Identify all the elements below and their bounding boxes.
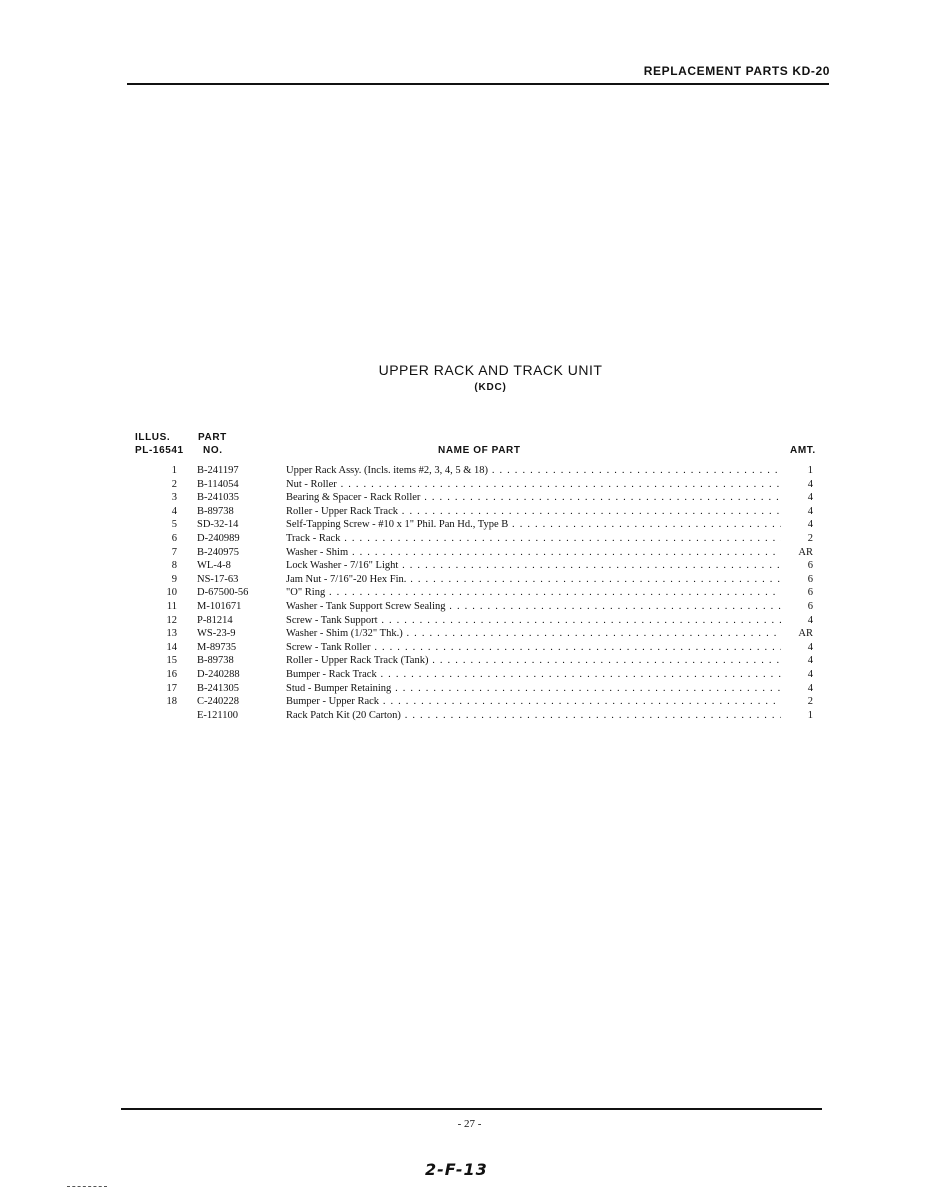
- column-header-part-line1: PART: [198, 432, 227, 443]
- parts-table: [133, 464, 813, 722]
- amount-cell: 1: [807, 465, 813, 476]
- amount-cell: 6: [807, 573, 813, 585]
- amount-cell: 4: [807, 655, 813, 667]
- amount-cell: 4: [807, 668, 813, 680]
- part-name-cell: Stud - Bumper Retaining . . .: [286, 682, 781, 696]
- amount-cell: 2: [807, 696, 813, 708]
- table-row: [133, 546, 813, 560]
- part-name-cell: Washer - Tank Support Screw Sealing . . .: [286, 600, 781, 614]
- table-row: [133, 505, 813, 519]
- part-number-cell: B-114054: [197, 478, 239, 490]
- part-name-cell: Roller - Upper Rack Track (Tank) . . .: [286, 654, 781, 668]
- part-name-cell: Washer - Shim (1/32" Thk.) . . .: [286, 627, 781, 641]
- part-number-cell: NS-17-63: [197, 573, 239, 585]
- illus-cell: 17: [166, 682, 177, 694]
- table-row: [133, 668, 813, 682]
- part-name-cell: Screw - Tank Roller . . .: [286, 641, 781, 655]
- part-number-cell: B-241305: [197, 682, 239, 694]
- part-number-cell: D-67500-56: [197, 587, 249, 599]
- corner-mark: [67, 1186, 107, 1188]
- part-number-cell: B-89738: [197, 505, 234, 517]
- column-header-illus-line1: ILLUS.: [135, 432, 171, 443]
- table-row: [133, 559, 813, 573]
- illus-cell: 11: [166, 600, 177, 612]
- illus-cell: 4: [171, 505, 177, 517]
- part-name-cell: Nut - Roller . . .: [286, 478, 781, 492]
- part-number-cell: M-89735: [197, 641, 237, 653]
- header-rule: [127, 83, 829, 85]
- illus-cell: 6: [171, 532, 177, 544]
- amount-cell: 4: [807, 478, 813, 490]
- page-number: - 27 -: [457, 1118, 482, 1130]
- table-row: [133, 682, 813, 696]
- part-name-cell: Washer - Shim . . .: [286, 546, 781, 560]
- table-row: [133, 464, 813, 478]
- table-row: [133, 614, 813, 628]
- table-row: [133, 654, 813, 668]
- column-header-illus-line2: PL-16541: [135, 445, 184, 456]
- illus-cell: 12: [166, 614, 177, 626]
- part-number-cell: SD-32-14: [197, 519, 239, 531]
- column-header-illus: [135, 431, 184, 457]
- part-number-cell: B-241035: [197, 492, 239, 504]
- section-title: UPPER RACK AND TRACK UNIT: [378, 362, 603, 378]
- part-name-cell: Bearing & Spacer - Rack Roller . . .: [286, 491, 781, 505]
- part-name-cell: Screw - Tank Support . . .: [286, 614, 781, 628]
- table-row: [133, 695, 813, 709]
- amount-cell: AR: [798, 628, 813, 640]
- illus-cell: 7: [171, 546, 177, 558]
- part-name-cell: Self-Tapping Screw - #10 x 1" Phil. Pan Hd., Type B . . .: [286, 518, 781, 532]
- illus-cell: 9: [171, 573, 177, 585]
- amount-cell: AR: [798, 546, 813, 558]
- part-number-cell: B-240975: [197, 546, 239, 558]
- illus-cell: 14: [166, 641, 177, 653]
- illus-cell: 3: [171, 492, 177, 504]
- table-row: [133, 518, 813, 532]
- illus-cell: 18: [166, 696, 177, 708]
- part-name-cell: Jam Nut - 7/16"-20 Hex Fin. . . .: [286, 573, 781, 587]
- illus-cell: 2: [171, 478, 177, 490]
- part-number-cell: E-121100: [197, 709, 239, 721]
- column-header-name: NAME OF PART: [438, 445, 521, 456]
- illus-cell: 15: [166, 655, 177, 667]
- handwritten-note: 2-F-13: [425, 1160, 488, 1179]
- amount-cell: 4: [807, 641, 813, 653]
- amount-cell: 4: [807, 519, 813, 531]
- table-row: [133, 641, 813, 655]
- table-row: [133, 491, 813, 505]
- illus-cell: 5: [171, 519, 177, 531]
- table-row: [133, 586, 813, 600]
- part-name-cell: Rack Patch Kit (20 Carton) . . .: [286, 709, 781, 723]
- amount-cell: 4: [807, 682, 813, 694]
- section-subtitle: (KDC): [474, 382, 507, 393]
- illus-cell: 16: [166, 668, 177, 680]
- part-number-cell: M-101671: [197, 600, 242, 612]
- table-row: [133, 532, 813, 546]
- amount-cell: 1: [807, 709, 813, 721]
- column-header-amt: AMT.: [790, 445, 816, 456]
- part-number-cell: D-240288: [197, 668, 240, 680]
- amount-cell: 4: [807, 614, 813, 626]
- part-number-cell: WL-4-8: [197, 560, 231, 572]
- illus-cell: 10: [166, 587, 177, 599]
- table-row: [133, 709, 813, 723]
- part-name-cell: "O" Ring . . .: [286, 586, 781, 600]
- part-number-cell: WS-23-9: [197, 628, 236, 640]
- amount-cell: 6: [807, 600, 813, 612]
- amount-cell: 4: [807, 505, 813, 517]
- table-row: [133, 573, 813, 587]
- column-header-part-line2: NO.: [203, 445, 223, 456]
- part-number-cell: D-240989: [197, 532, 240, 544]
- column-header-part: [198, 431, 227, 457]
- amount-cell: 4: [807, 492, 813, 504]
- footer-rule: [121, 1108, 822, 1110]
- part-name-cell: Track - Rack . . .: [286, 532, 781, 546]
- part-name-cell: Roller - Upper Rack Track . . .: [286, 505, 781, 519]
- table-row: [133, 478, 813, 492]
- part-number-cell: B-241197: [197, 465, 239, 476]
- table-row: [133, 600, 813, 614]
- page-header-title: REPLACEMENT PARTS KD-20: [643, 64, 830, 78]
- part-number-cell: B-89738: [197, 655, 234, 667]
- amount-cell: 6: [807, 560, 813, 572]
- part-name-cell: Lock Washer - 7/16" Light . . .: [286, 559, 781, 573]
- part-number-cell: P-81214: [197, 614, 233, 626]
- part-name-cell: Bumper - Upper Rack . . .: [286, 695, 781, 709]
- illus-cell: 1: [171, 465, 177, 476]
- part-name-cell: Upper Rack Assy. (Incls. items #2, 3, 4, 5 & 18) . . .: [286, 464, 781, 478]
- part-name-cell: Bumper - Rack Track . . .: [286, 668, 781, 682]
- illus-cell: 8: [171, 560, 177, 572]
- illus-cell: 13: [166, 628, 177, 640]
- part-number-cell: C-240228: [197, 696, 239, 708]
- table-row: [133, 627, 813, 641]
- amount-cell: 6: [807, 587, 813, 599]
- amount-cell: 2: [807, 532, 813, 544]
